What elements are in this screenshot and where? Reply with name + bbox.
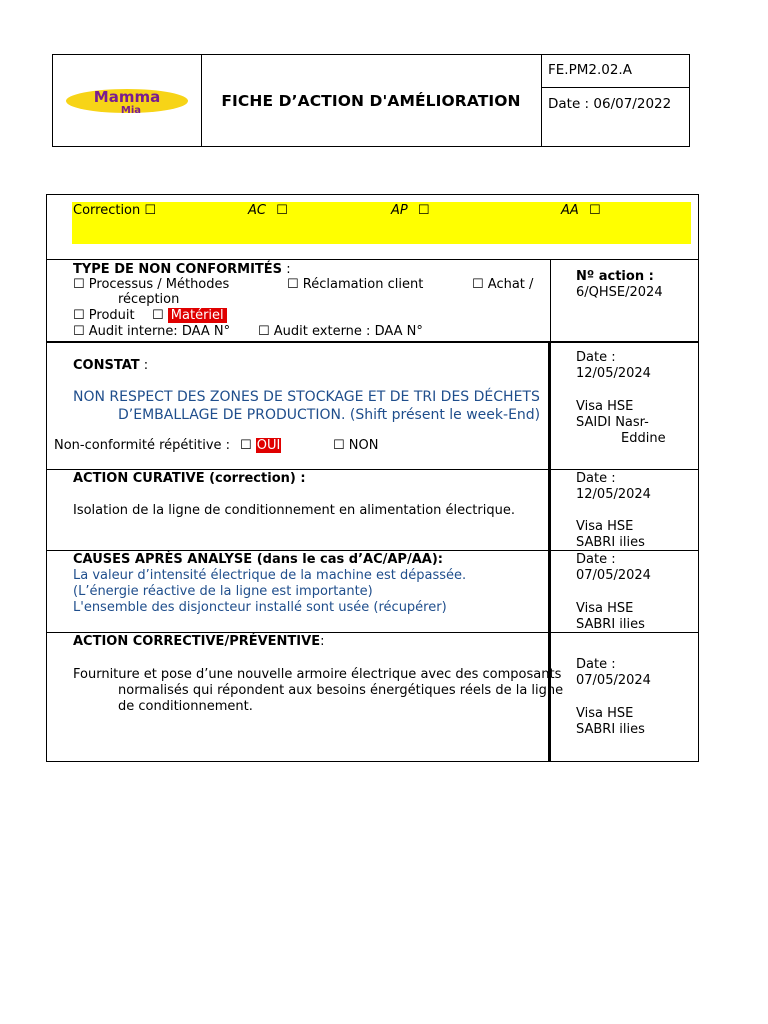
constat-line-1: NON RESPECT DES ZONES DE STOCKAGE ET DE TRI DES DÉCHETS: [73, 389, 540, 405]
aa-checkbox[interactable]: ☐: [588, 203, 601, 218]
corrective-visa-label: Visa HSE: [576, 706, 634, 721]
option-produit[interactable]: ☐ Produit: [73, 308, 135, 323]
constat-date-value: 12/05/2024: [576, 366, 651, 381]
corrective-date-value: 07/05/2024: [576, 673, 651, 688]
page-title: FICHE D’ACTION D'AMÉLIORATION: [221, 91, 521, 110]
causes-line-3: L'ensemble des disjoncteur installé sont usée (récupérer): [73, 600, 447, 615]
curative-date-label: Date :: [576, 471, 616, 486]
option-achat-cont: réception: [118, 292, 180, 307]
option-reclamation[interactable]: ☐ Réclamation client: [287, 277, 424, 292]
option-materiel[interactable]: [152, 308, 227, 324]
corrective-line-1: Fourniture et pose d’une nouvelle armoire électrique avec des composants: [73, 667, 562, 682]
action-number-value: 6/QHSE/2024: [576, 285, 663, 300]
row-divider: [47, 469, 699, 470]
corrective-heading-text: ACTION CORRECTIVE/PRÉVENTIVE: [73, 634, 321, 649]
nonconformity-heading: [73, 262, 291, 278]
constat-visa-name-2: Eddine: [621, 431, 666, 446]
correction-option[interactable]: [73, 203, 156, 219]
ac-option[interactable]: [248, 203, 288, 219]
corrective-line-2: normalisés qui répondent aux besoins énergétiques réels de la ligne: [118, 683, 564, 698]
constat-heading: [73, 358, 148, 374]
correction-label: Correction: [73, 203, 141, 218]
nonconformity-heading-suffix: :: [282, 262, 291, 277]
row-divider: [47, 341, 699, 343]
repetitive-label: Non-conformité répétitive :: [54, 438, 231, 453]
ap-option[interactable]: [391, 203, 430, 219]
logo-text-top: Mamma: [93, 88, 161, 106]
nonconformity-heading-text: TYPE DE NON CONFORMITÉS: [73, 262, 283, 277]
aa-label: AA: [561, 203, 579, 218]
curative-date-value: 12/05/2024: [576, 487, 651, 502]
constat-line-2: D’EMBALLAGE DE PRODUCTION. (Shift présent le week-End): [118, 407, 541, 423]
logo-cell: [53, 55, 202, 146]
causes-visa-name: SABRI ilies: [576, 617, 645, 632]
aa-option[interactable]: [561, 203, 601, 219]
causes-heading: CAUSES APRÈS ANALYSE (dans le cas d’AC/AP/AA):: [73, 552, 443, 567]
non-option[interactable]: ☐ NON: [333, 438, 379, 453]
header-date: Date : 06/07/2022: [548, 96, 672, 112]
corrective-visa-name: SABRI ilies: [576, 722, 645, 737]
constat-date-label: Date :: [576, 350, 616, 365]
option-processus[interactable]: ☐ Processus / Méthodes: [73, 277, 230, 292]
corrective-date-label: Date :: [576, 657, 616, 672]
curative-heading: ACTION CURATIVE (correction) :: [73, 471, 306, 486]
title-cell: [201, 55, 542, 146]
oui-option[interactable]: [240, 438, 281, 454]
row-divider: [47, 259, 699, 260]
causes-line-1: La valeur d’intensité électrique de la machine est dépassée.: [73, 568, 467, 583]
oui-checkbox[interactable]: ☐: [240, 438, 252, 453]
option-audit-interne[interactable]: ☐ Audit interne: DAA N°: [73, 324, 231, 339]
causes-date-label: Date :: [576, 552, 616, 567]
constat-visa-name-1: SAIDI Nasr-: [576, 415, 649, 430]
causes-visa-label: Visa HSE: [576, 601, 634, 616]
materiel-label: Matériel: [168, 308, 227, 323]
column-divider: [550, 260, 551, 342]
causes-line-2: (L’énergie réactive de la ligne est importante): [73, 584, 373, 599]
ap-checkbox[interactable]: ☐: [417, 203, 430, 218]
constat-heading-suffix: :: [139, 358, 149, 373]
corrective-line-3: de conditionnement.: [118, 699, 253, 714]
option-audit-externe[interactable]: ☐ Audit externe : DAA N°: [258, 324, 423, 339]
constat-visa-label: Visa HSE: [576, 399, 634, 414]
corrective-heading-suffix: :: [320, 634, 325, 649]
constat-heading-text: CONSTAT: [73, 358, 140, 373]
curative-visa-name: SABRI ilies: [576, 535, 645, 550]
correction-checkbox[interactable]: ☐: [144, 203, 157, 218]
reference-code: FE.PM2.02.A: [542, 55, 689, 88]
curative-visa-label: Visa HSE: [576, 519, 634, 534]
corrective-heading: [73, 634, 324, 650]
curative-text: Isolation de la ligne de conditionnement en alimentation électrique.: [73, 503, 515, 518]
option-achat[interactable]: ☐ Achat /: [472, 277, 534, 292]
mamma-mia-logo: [65, 87, 189, 115]
ac-label: AC: [248, 203, 266, 218]
action-number-label: Nº action :: [576, 269, 654, 284]
ac-checkbox[interactable]: ☐: [276, 203, 288, 218]
causes-date-value: 07/05/2024: [576, 568, 651, 583]
materiel-checkbox[interactable]: ☐: [152, 308, 164, 323]
oui-label: OUI: [256, 438, 281, 453]
ap-label: AP: [391, 203, 408, 218]
document-header: [52, 54, 690, 147]
logo-text-bottom: Mia: [120, 105, 142, 115]
